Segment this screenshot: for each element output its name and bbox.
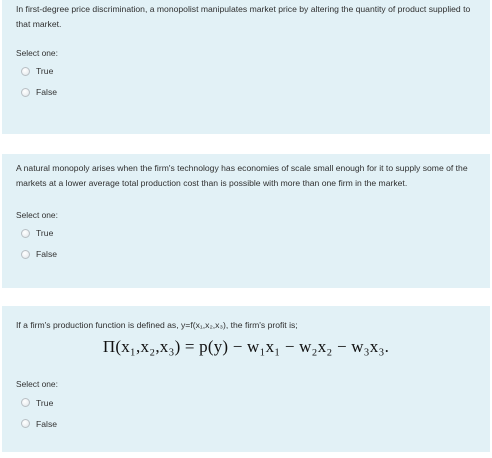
- question-1-text: In first-degree price discrimination, a monopolist manipulates market price by altering the quantity of product supplied to that market.: [16, 4, 471, 30]
- question-1-options: [16, 61, 476, 103]
- question-2-panel: [2, 154, 490, 288]
- option-label[interactable]: False: [36, 249, 58, 260]
- radio-button[interactable]: [21, 398, 30, 407]
- question-3-options: [16, 392, 476, 434]
- radio-button[interactable]: [21, 88, 30, 97]
- profit-formula: Π(x₁,x₂,x₃) = p(y) − w₁x₁ − w₂x₂ − w₃x₃.: [102, 337, 390, 357]
- question-2-options: [16, 223, 476, 265]
- question-1-option-true[interactable]: [16, 61, 476, 82]
- question-1-option-false[interactable]: [16, 82, 476, 103]
- question-1-panel: [2, 0, 490, 134]
- option-label[interactable]: False: [36, 87, 58, 98]
- option-label[interactable]: True: [36, 228, 54, 239]
- question-3-panel: [2, 306, 490, 452]
- option-label[interactable]: True: [36, 66, 54, 77]
- question-1-select-label: Select one:: [16, 47, 58, 58]
- option-label[interactable]: False: [36, 418, 58, 429]
- radio-button[interactable]: [21, 419, 30, 428]
- question-2-text: A natural monopoly arises when the firm's technology has economies of scale small enough for it to supply some of the markets at a lower average total production cost than is possible with more than one firm in the market.: [16, 163, 468, 189]
- question-2-option-false[interactable]: [16, 244, 476, 265]
- question-2-option-true[interactable]: [16, 223, 476, 244]
- question-2-select-label: Select one:: [16, 209, 58, 220]
- option-label[interactable]: True: [36, 397, 54, 408]
- question-3-text: If a firm's production function is defined as, y=f(x₁,x₂,x₃), the firm's profit is;: [16, 320, 298, 330]
- question-3-option-false[interactable]: [16, 413, 476, 434]
- question-3-select-label: Select one:: [16, 379, 58, 390]
- radio-button[interactable]: [21, 229, 30, 238]
- radio-button[interactable]: [21, 250, 30, 259]
- question-3-option-true[interactable]: [16, 392, 476, 413]
- radio-button[interactable]: [21, 67, 30, 76]
